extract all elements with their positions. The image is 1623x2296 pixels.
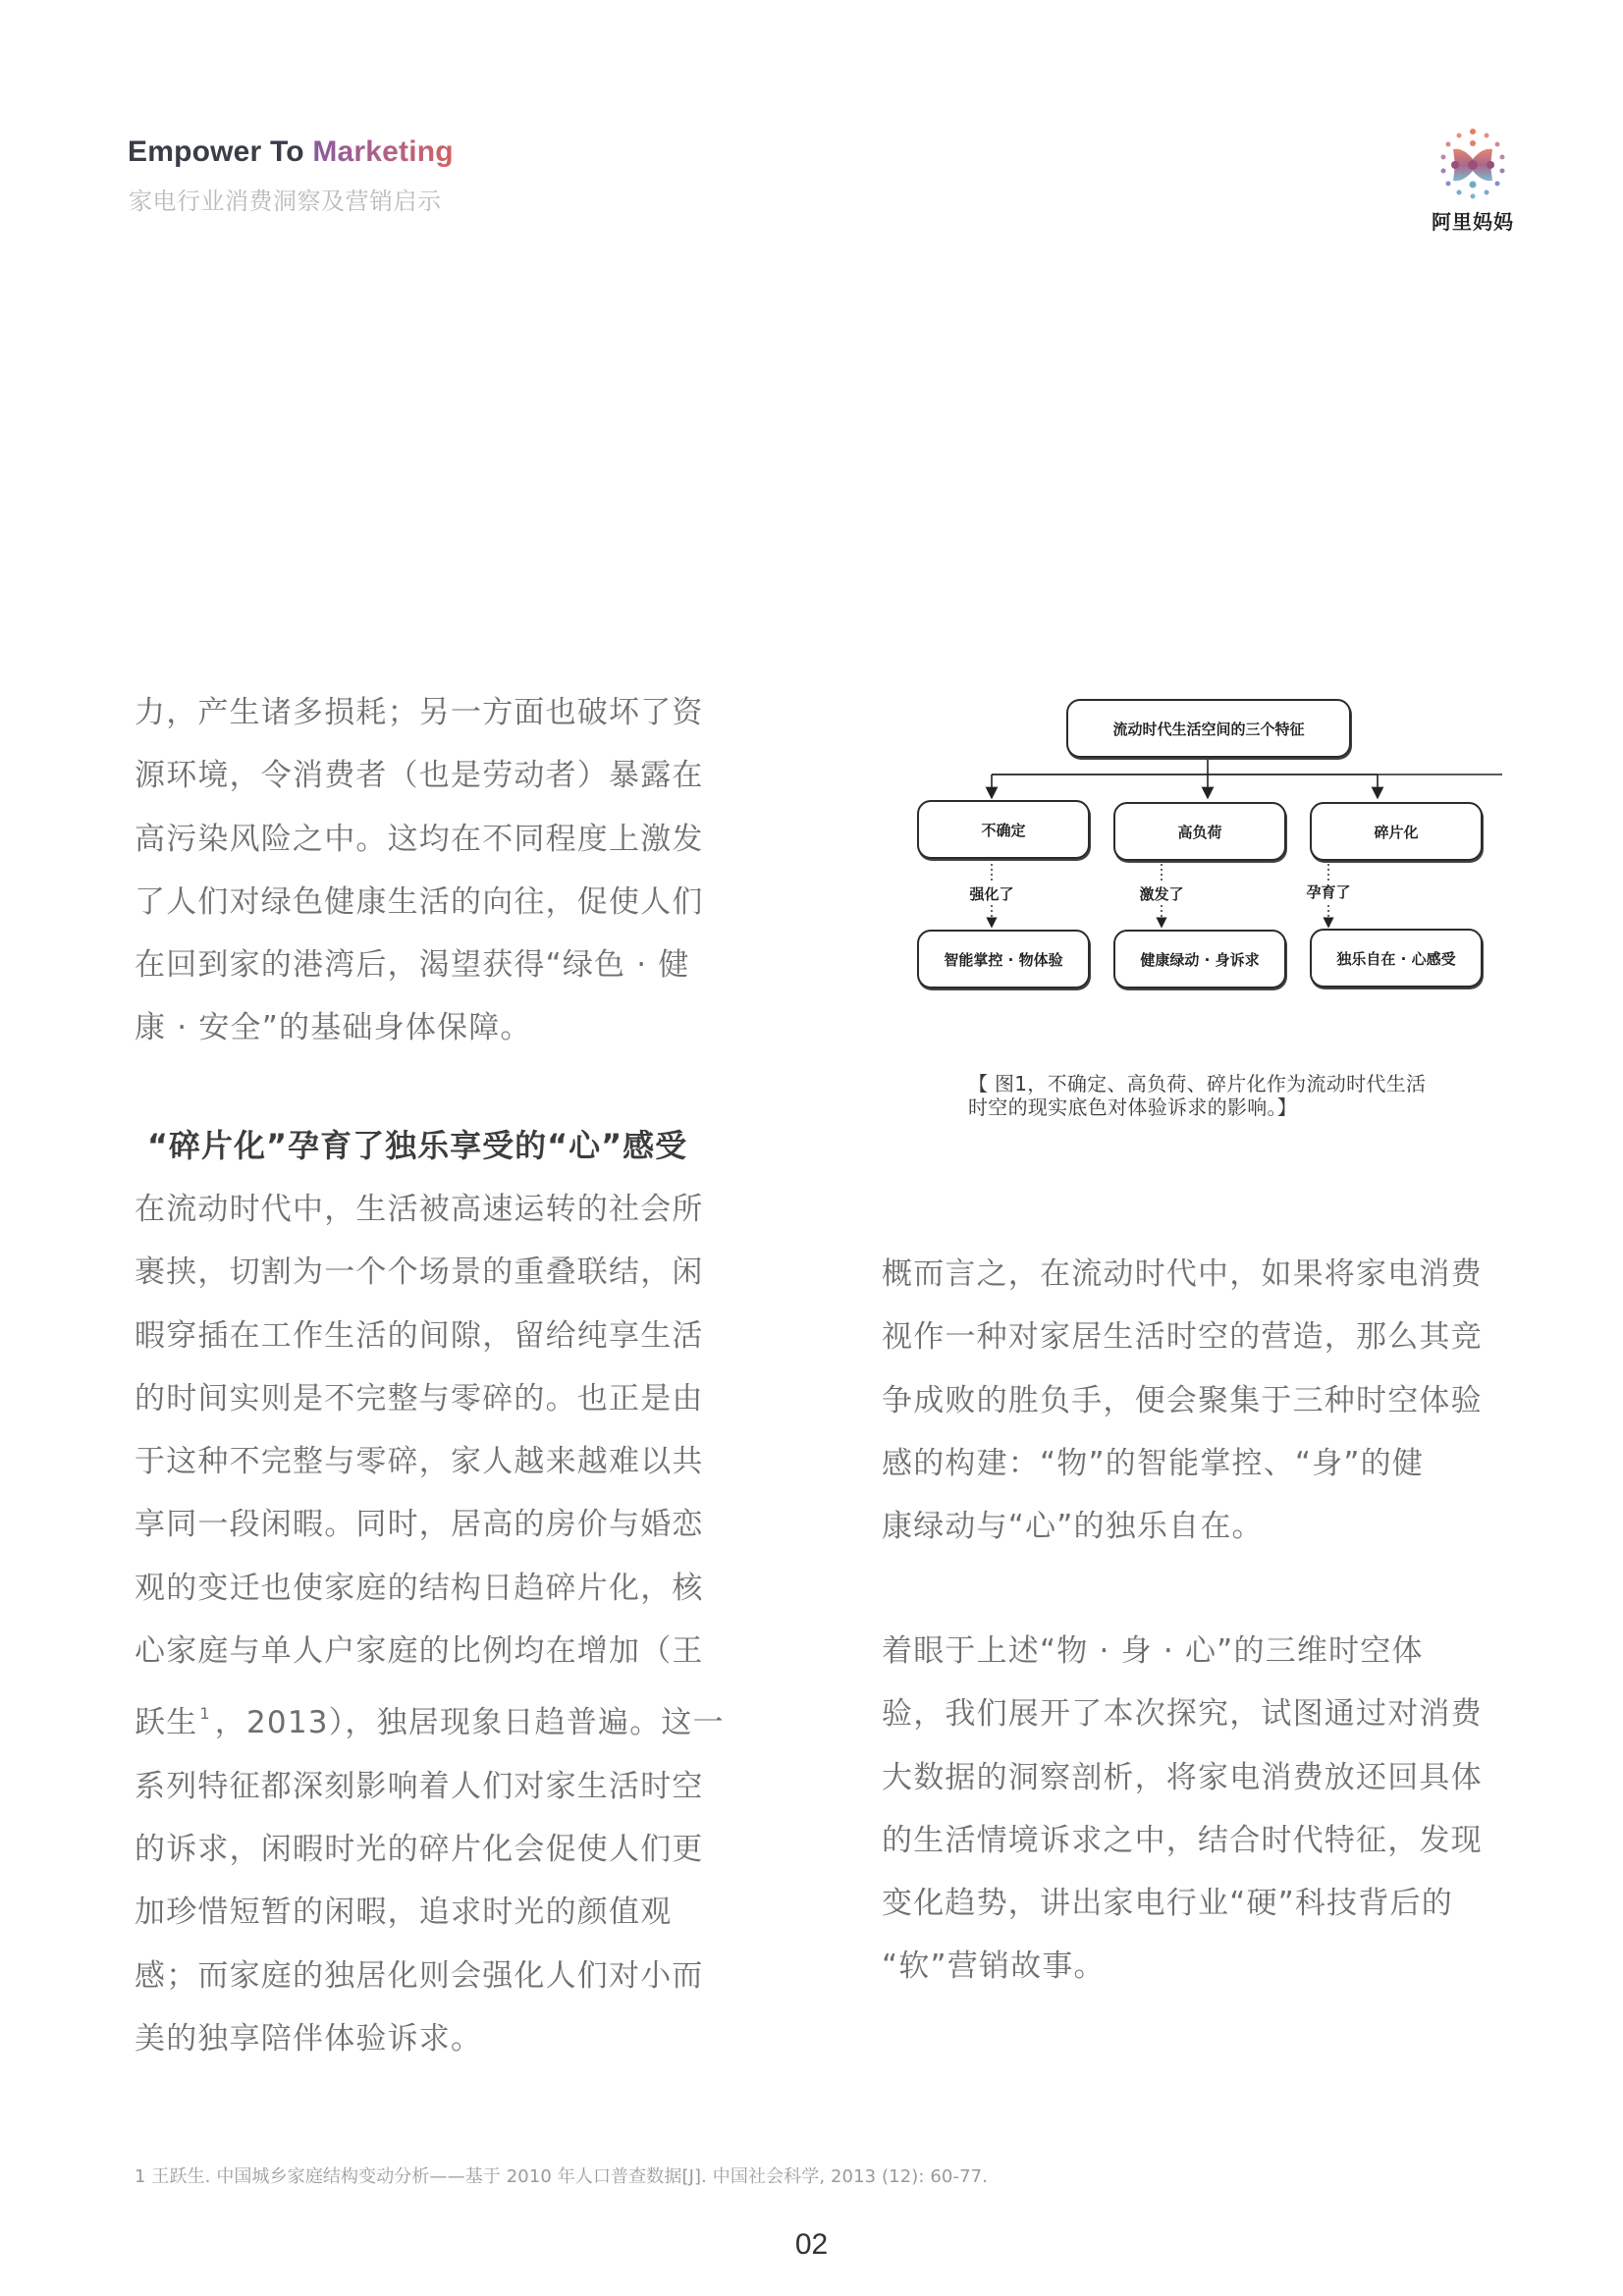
text-line: 康 · 安全”的基础身体保障。 <box>135 1010 532 1046</box>
diagram-outcome-box: 智能掌控 · 物体验 <box>917 930 1090 988</box>
diagram-feature-box: 碎片化 <box>1310 802 1483 861</box>
diagram-outcome-box: 独乐自在 · 心感受 <box>1310 929 1483 988</box>
section-heading: “碎片化”孕育了独乐享受的“心”感受 <box>147 1127 688 1164</box>
text-line: 在回到家的港湾后，渴望获得“绿色 · 健 <box>135 947 690 984</box>
diagram-feature-box: 高负荷 <box>1113 802 1286 861</box>
text-line-with-footnote <box>135 1682 763 1754</box>
text-line: 享同一段闲暇。同时，居高的房价与婚恋 <box>135 1507 704 1543</box>
text-line: 心家庭与单人户家庭的比例均在增加（王 <box>135 1633 704 1670</box>
text-line: 加珍惜短暂的闲暇，追求时光的颜值观 <box>135 1895 673 1931</box>
text-line: 验，我们展开了本次探究，试图通过对消费 <box>882 1696 1483 1733</box>
text-line: 了人们对绿色健康生活的向往，促使人们 <box>135 883 704 920</box>
text-line: 着眼于上述“物 · 身 · 心”的三维时空体 <box>882 1633 1424 1669</box>
text-line: 于这种不完整与零碎，家人越来越难以共 <box>135 1444 704 1480</box>
text-line: 感；而家庭的独居化则会强化人们对小而 <box>135 1957 704 1994</box>
diagram-feature-box: 不确定 <box>917 800 1090 859</box>
text-line: 源环境，令消费者（也是劳动者）暴露在 <box>135 758 704 794</box>
brand-title <box>128 135 454 169</box>
diagram-outcome-box: 健康绿动 · 身诉求 <box>1113 930 1286 988</box>
text-line: 高污染风险之中。这均在不同程度上激发 <box>135 821 704 857</box>
figure-caption <box>968 1072 1479 1119</box>
right-paragraph-2 <box>882 1620 1510 1999</box>
footnote-reference[interactable]: 1 <box>199 1704 211 1724</box>
alimama-m-logo-icon <box>1434 126 1512 204</box>
text-line: 的时间实则是不完整与零碎的。也正是由 <box>135 1380 704 1416</box>
text-line: 概而言之，在流动时代中，如果将家电消费 <box>882 1256 1483 1292</box>
text-line: 争成败的胜负手，便会聚集于三种时空体验 <box>882 1382 1483 1418</box>
left-paragraph-2 <box>135 1178 763 2070</box>
brand-title-plain: Empower To <box>128 135 313 168</box>
footnote: 1 王跃生. 中国城乡家庭结构变动分析——基于 2010 年人口普查数据[J]. 中国社会科学, 2013 (12): 60-77. <box>135 2166 988 2187</box>
text-line: “软”营销故事。 <box>882 1949 1106 1985</box>
diagram-verb-label: 强化了 <box>969 885 1014 903</box>
text-line: 美的独享陪伴体验诉求。 <box>135 2020 483 2056</box>
text-line: 康绿动与“心”的独乐自在。 <box>882 1509 1264 1545</box>
text-line: 视作一种对家居生活时空的营造，那么其竞 <box>882 1319 1483 1356</box>
text-line: 变化趋势，讲出家电行业“硬”科技背后的 <box>882 1886 1453 1922</box>
text-line: 的诉求，闲暇时光的碎片化会促使人们更 <box>135 1831 704 1867</box>
text-line: 的生活情境诉求之中，结合时代特征，发现 <box>882 1822 1483 1858</box>
diagram-verb-label: 孕育了 <box>1306 883 1351 901</box>
text-line: 感的构建：“物”的智能掌控、“身”的健 <box>882 1445 1425 1481</box>
text-fragment: ，2013），独居现象日趋普遍。这一 <box>214 1705 725 1741</box>
text-line: 大数据的洞察剖析，将家电消费放还回具体 <box>882 1759 1483 1795</box>
text-line: 在流动时代中，生活被高速运转的社会所 <box>135 1192 704 1227</box>
logo-text: 阿里妈妈 <box>1432 210 1514 234</box>
left-paragraph-1 <box>135 681 763 1060</box>
caption-line: 【 图1，不确定、高负荷、碎片化作为流动时代生活 <box>968 1072 1427 1095</box>
brand-title-accent: Marketing <box>312 135 454 168</box>
flow-diagram <box>913 687 1502 1011</box>
caption-line: 时空的现实底色对体验诉求的影响。】 <box>968 1095 1298 1119</box>
right-paragraph-1 <box>882 1243 1510 1558</box>
alimama-logo <box>1432 126 1514 234</box>
text-line: 系列特征都深刻影响着人们对家生活时空 <box>135 1768 704 1804</box>
report-subtitle: 家电行业消费洞察及营销启示 <box>129 187 442 215</box>
text-line: 裹挟，切割为一个个场景的重叠联结，闲 <box>135 1255 704 1291</box>
text-line: 观的变迁也使家庭的结构日趋碎片化，核 <box>135 1570 704 1606</box>
text-fragment: 跃生 <box>135 1705 198 1741</box>
diagram-root-box: 流动时代生活空间的三个特征 <box>1066 699 1351 758</box>
page-number: 02 <box>794 2228 829 2261</box>
text-line: 力，产生诸多损耗；另一方面也破坏了资 <box>135 695 704 730</box>
diagram-verb-label: 激发了 <box>1139 885 1184 903</box>
text-line: 暇穿插在工作生活的间隙，留给纯享生活 <box>135 1317 704 1354</box>
